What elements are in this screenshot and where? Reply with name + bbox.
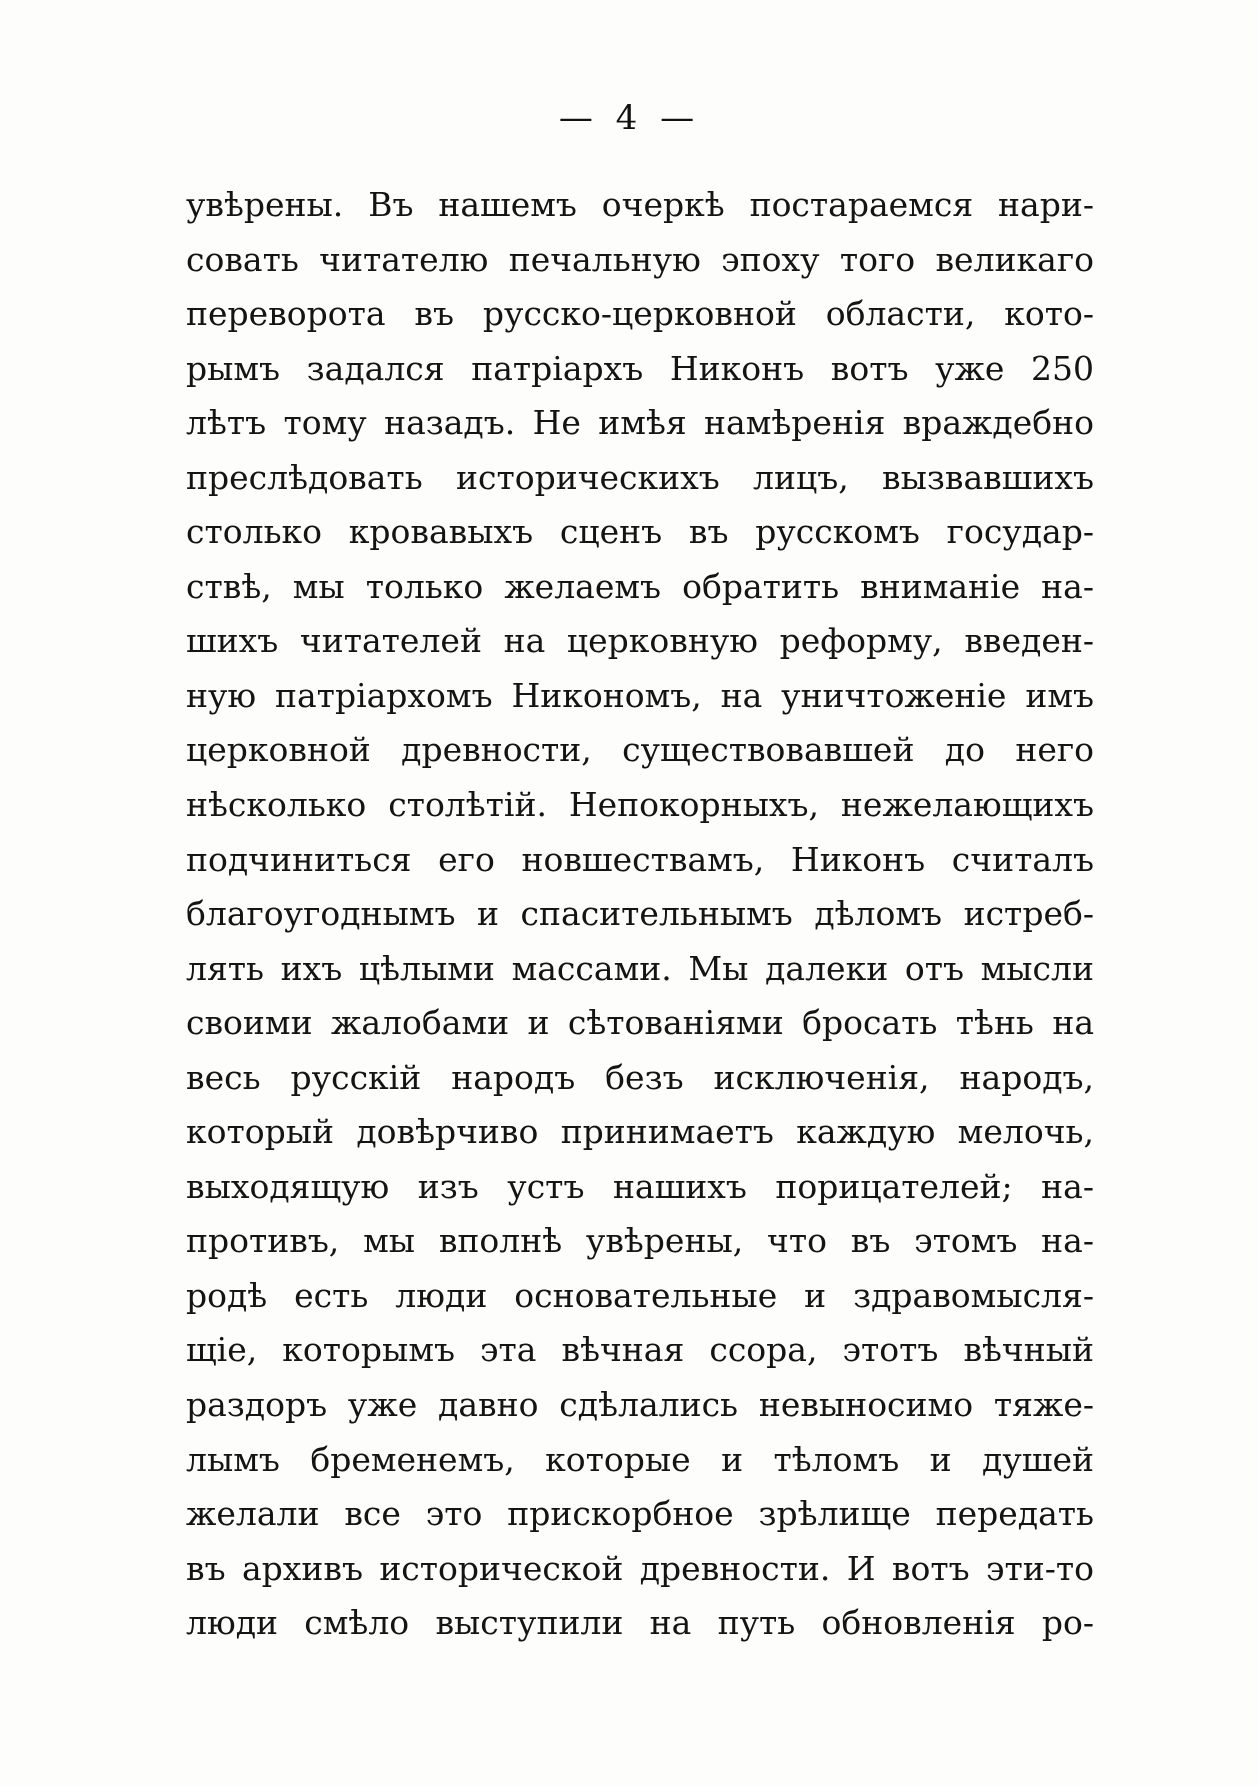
text-line: люди смѣло выступили на путь обновленія ро- — [186, 1603, 1094, 1643]
text-line: щіе, которымъ эта вѣчная ссора, этотъ вѣчный — [186, 1330, 1094, 1370]
text-line: совать читателю печальную эпоху того великаго — [186, 239, 1094, 279]
text-line: весь русскій народъ безъ исключенія, народъ, — [186, 1057, 1094, 1097]
text-line: церковной древности, существовавшей до него — [186, 730, 1094, 770]
text-line: родѣ есть люди основательные и здравомысля- — [186, 1275, 1094, 1315]
text-line: подчиниться его новшествамъ, Никонъ считалъ — [186, 839, 1094, 879]
text-line: шихъ читателей на церковную реформу, введен- — [186, 621, 1094, 661]
text-line: своими жалобами и сѣтованіями бросать тѣнь на — [186, 1003, 1094, 1043]
text-line: увѣрены. Въ нашемъ очеркѣ постараемся нари- — [186, 185, 1094, 224]
text-line: переворота въ русско-церковной области, кото- — [186, 294, 1094, 334]
text-line: выходящую изъ устъ нашихъ порицателей; на- — [186, 1166, 1094, 1206]
text-line: противъ, мы вполнѣ увѣрены, что въ этомъ на- — [186, 1221, 1094, 1261]
text-line: лымъ бременемъ, которые и тѣломъ и душей — [186, 1439, 1094, 1479]
page-number: — 4 — — [558, 98, 701, 138]
text-line: лять ихъ цѣлыми массами. Мы далеки отъ мысли — [186, 948, 1094, 988]
text-line: въ архивъ исторической древности. И вотъ эти-то — [186, 1548, 1094, 1588]
text-line: желали все это прискорбное зрѣлище передать — [186, 1494, 1094, 1534]
text-line: ную патріархомъ Никономъ, на уничтоженіе имъ — [186, 675, 1094, 715]
text-line: лѣтъ тому назадъ. Не имѣя намѣренія враждебно — [186, 403, 1094, 443]
text-line: преслѣдовать историческихъ лицъ, вызвавшихъ — [186, 457, 1094, 497]
text-line: благоугоднымъ и спасительнымъ дѣломъ истреб- — [186, 894, 1094, 934]
text-line: столько кровавыхъ сценъ въ русскомъ государ- — [186, 512, 1094, 552]
text-line: рымъ задался патріархъ Никонъ вотъ уже 250 — [186, 348, 1094, 388]
body-text — [186, 178, 1094, 1651]
text-line: нѣсколько столѣтій. Непокорныхъ, нежелающихъ — [186, 785, 1094, 825]
text-line: раздоръ уже давно сдѣлались невыносимо тяже- — [186, 1385, 1094, 1425]
text-line: который довѣрчиво принимаетъ каждую мелочь, — [186, 1112, 1094, 1152]
text-line: ствѣ, мы только желаемъ обратить вниманіе на- — [186, 566, 1094, 606]
